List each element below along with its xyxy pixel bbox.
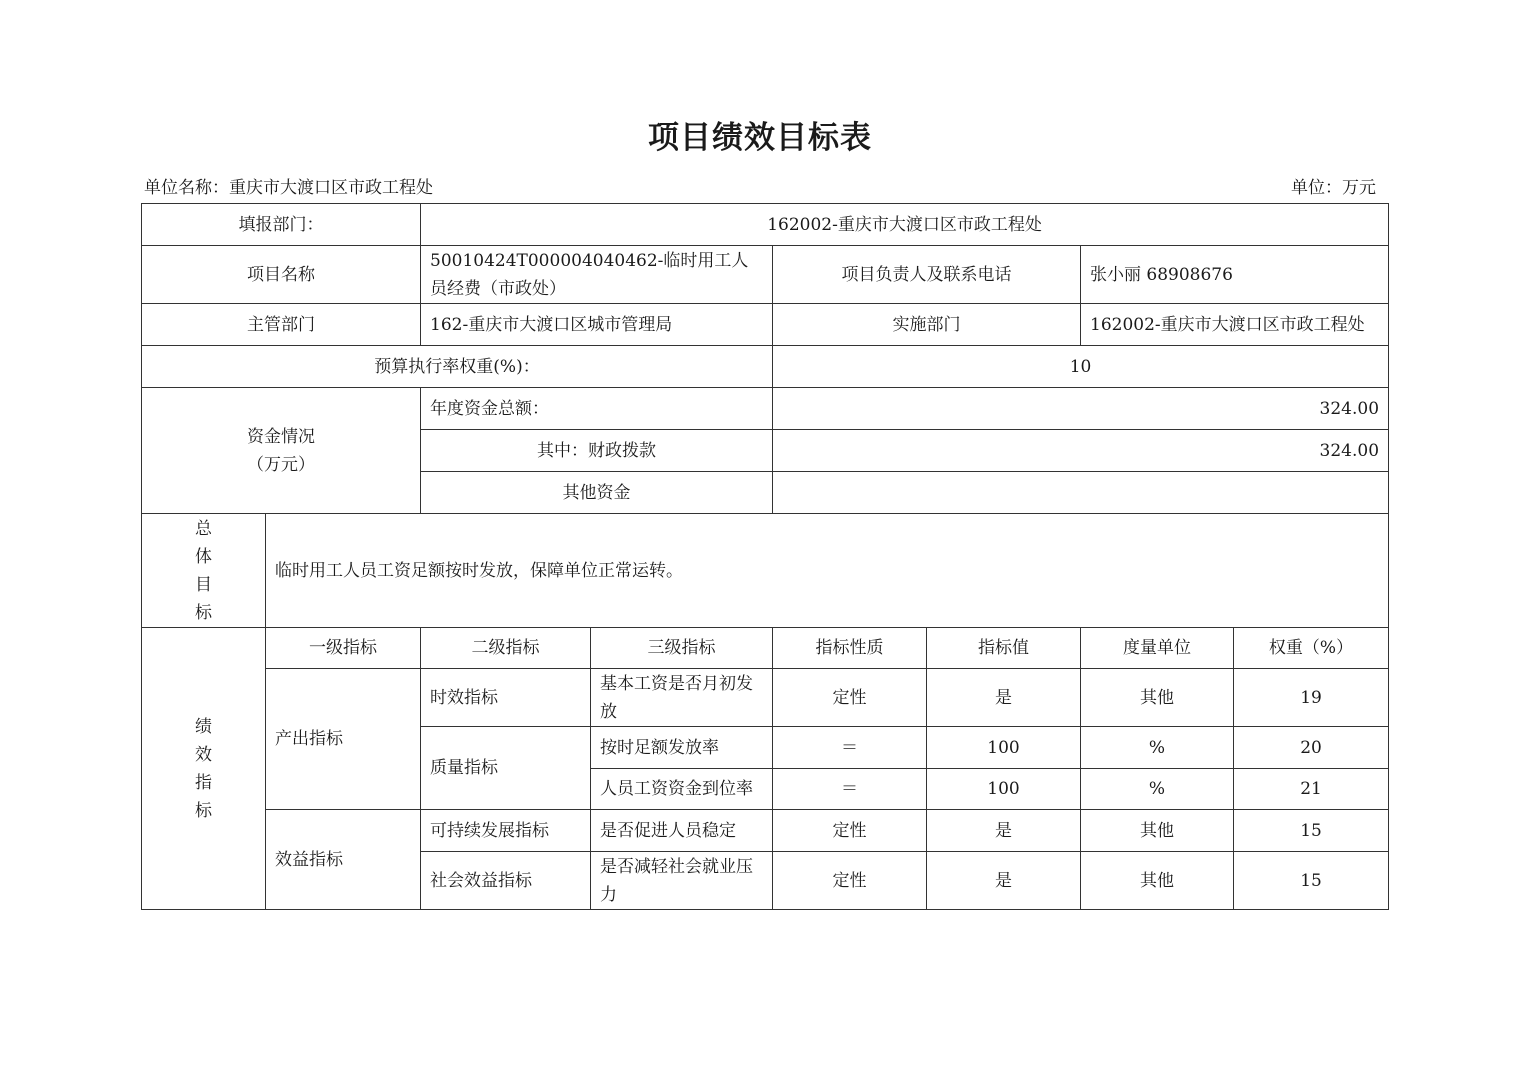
level3-cell: 是否促进人员稳定: [591, 810, 773, 852]
other-funds-label: 其他资金: [421, 472, 773, 514]
value-cell: 是: [927, 669, 1081, 727]
value-cell: 是: [927, 810, 1081, 852]
level3-cell: 人员工资资金到位率: [591, 769, 773, 810]
value-cell: 100: [927, 727, 1081, 769]
performance-label-char: 绩: [195, 716, 212, 737]
nature-cell: ＝: [773, 769, 927, 810]
performance-label-char: 指: [195, 772, 212, 793]
header-nature: 指标性质: [773, 628, 927, 669]
supervisor-value: 162-重庆市大渡口区城市管理局: [421, 304, 773, 346]
table-row: [142, 669, 1389, 727]
goal-label-char: 标: [195, 602, 212, 623]
goal-label-char: 总: [195, 518, 212, 539]
unit-cell: %: [1081, 727, 1234, 769]
fiscal-label: 其中：财政拨款: [421, 430, 773, 472]
nature-cell: 定性: [773, 810, 927, 852]
weight-cell: 19: [1234, 669, 1389, 727]
nature-cell: 定性: [773, 852, 927, 910]
header-unit: 度量单位: [1081, 628, 1234, 669]
header-value: 指标值: [927, 628, 1081, 669]
unit-cell: 其他: [1081, 852, 1234, 910]
weight-cell: 15: [1234, 852, 1389, 910]
nature-cell: ＝: [773, 727, 927, 769]
performance-label: [142, 628, 266, 910]
value-cell: 是: [927, 852, 1081, 910]
level3-cell: 按时足额发放率: [591, 727, 773, 769]
performance-table: [141, 203, 1389, 910]
fiscal-value: 324.00: [773, 430, 1389, 472]
weight-cell: 21: [1234, 769, 1389, 810]
project-name-value: 50010424T000004040462-临时用工人员经费（市政处）: [421, 246, 773, 304]
other-funds-value: [773, 472, 1389, 514]
goal-label-char: 体: [195, 546, 212, 567]
unit-name: 单位名称：重庆市大渡口区市政工程处: [144, 178, 433, 198]
level2-cell: 社会效益指标: [421, 852, 591, 910]
impl-label: 实施部门: [773, 304, 1081, 346]
unit-cell: %: [1081, 769, 1234, 810]
header-level3: 三级指标: [591, 628, 773, 669]
header-level2: 二级指标: [421, 628, 591, 669]
weight-cell: 20: [1234, 727, 1389, 769]
leader-label: 项目负责人及联系电话: [773, 246, 1081, 304]
nature-cell: 定性: [773, 669, 927, 727]
impl-value: 162002-重庆市大渡口区市政工程处: [1081, 304, 1389, 346]
page-title: 项目绩效目标表: [648, 120, 872, 156]
supervisor-label: 主管部门: [142, 304, 421, 346]
annual-total-value: 324.00: [773, 388, 1389, 430]
funds-label-line1: 资金情况: [247, 426, 315, 447]
performance-label-char: 效: [195, 744, 212, 765]
goal-label: [142, 514, 266, 628]
unit-cell: 其他: [1081, 810, 1234, 852]
level3-cell: 是否减轻社会就业压力: [591, 852, 773, 910]
project-name-label: 项目名称: [142, 246, 421, 304]
dept-value: 162002-重庆市大渡口区市政工程处: [421, 204, 1389, 246]
unit-label: 单位：万元: [1291, 178, 1376, 198]
goal-label-char: 目: [195, 574, 212, 595]
weight-cell: 15: [1234, 810, 1389, 852]
table-row: [142, 810, 1389, 852]
budget-weight-value: 10: [773, 346, 1389, 388]
budget-weight-label: 预算执行率权重(%)：: [142, 346, 773, 388]
funds-label-line2: （万元）: [247, 454, 315, 475]
level3-cell: 基本工资是否月初发放: [591, 669, 773, 727]
level2-cell: 质量指标: [421, 727, 591, 810]
performance-label-char: 标: [195, 800, 212, 821]
funds-label: [142, 388, 421, 514]
value-cell: 100: [927, 769, 1081, 810]
level1-cell: 效益指标: [266, 810, 421, 910]
dept-label: 填报部门：: [142, 204, 421, 246]
level2-cell: 时效指标: [421, 669, 591, 727]
level1-cell: 产出指标: [266, 669, 421, 810]
annual-total-label: 年度资金总额：: [421, 388, 773, 430]
header-weight: 权重（%）: [1234, 628, 1389, 669]
level2-cell: 可持续发展指标: [421, 810, 591, 852]
header-level1: 一级指标: [266, 628, 421, 669]
goal-text: 临时用工人员工资足额按时发放，保障单位正常运转。: [266, 514, 1389, 628]
leader-value: 张小丽 68908676: [1081, 246, 1389, 304]
unit-cell: 其他: [1081, 669, 1234, 727]
